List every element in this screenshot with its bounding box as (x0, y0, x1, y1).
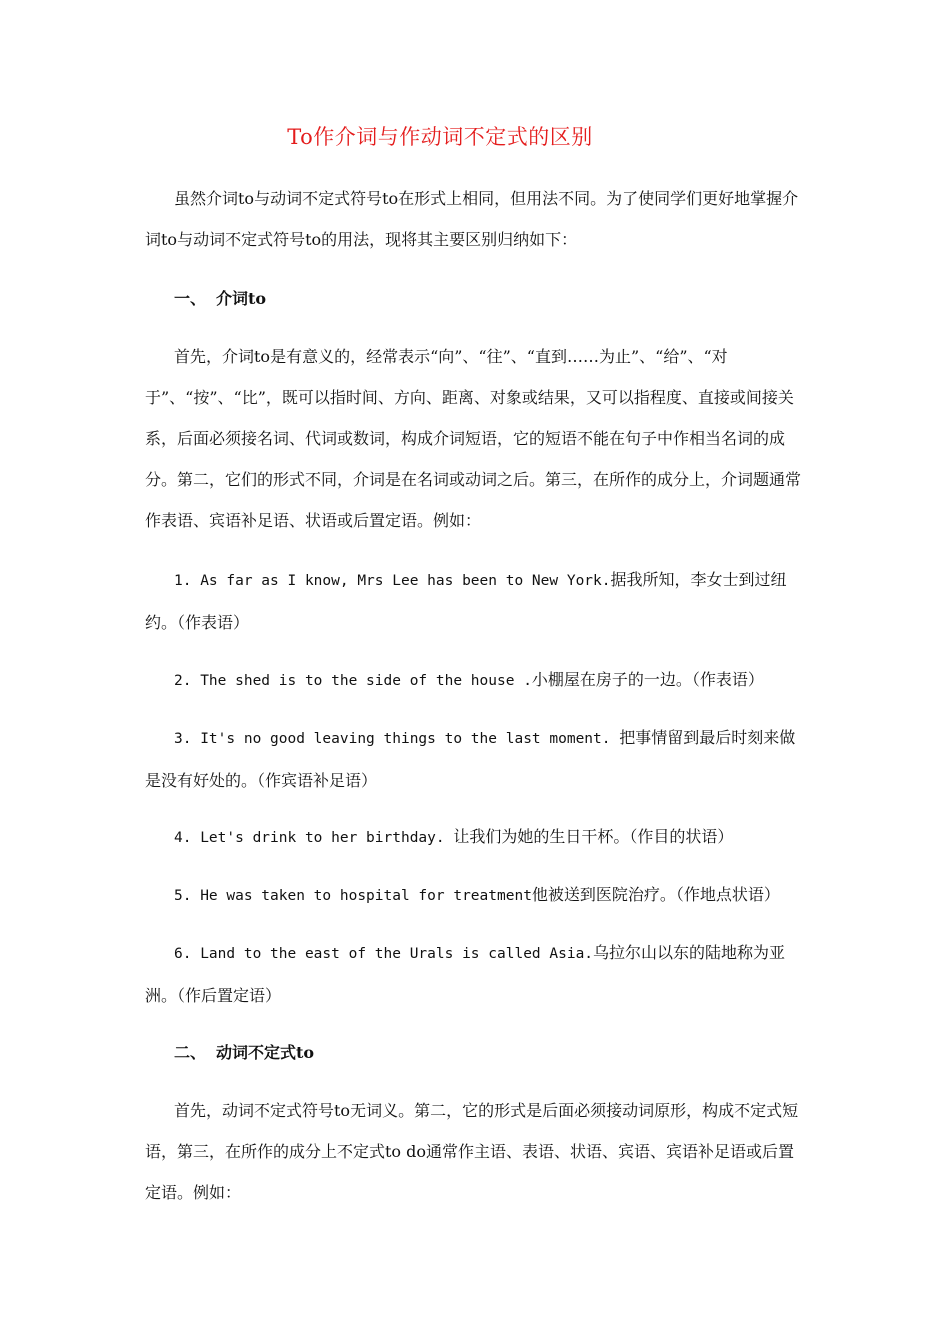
example-english: 1. As far as I know, Mrs Lee has been to New York. (174, 573, 611, 589)
example-item (145, 816, 809, 859)
example-english: 4. Let's drink to her birthday. (174, 830, 454, 846)
example-chinese: 他被送到医院治疗。（作地点状语） (531, 885, 780, 904)
section-number: 一、 (174, 289, 207, 308)
section-body-infinitive: 首先，动词不定式符号to无词义。第二，它的形式是后面必须接动词原形，构成不定式短语，第三，在所作的成分上不定式to do通常作主语、表语、状语、宾语、宾语补足语或后置定语。例如： (145, 1101, 799, 1202)
section-title: 介词to (216, 289, 267, 308)
example-item (145, 659, 809, 702)
example-english: 6. Land to the east of the Urals is called Asia. (174, 946, 594, 962)
example-english: 5. He was taken to hospital for treatment (174, 888, 532, 904)
example-chinese: 小棚屋在房子的一边。（作表语） (531, 670, 764, 689)
section-title: 动词不定式to (216, 1043, 315, 1062)
example-chinese: 乌拉尔山以东的陆地称为亚洲。（作后置定语） (145, 943, 786, 1005)
example-english: 2. The shed is to the side of the house . (174, 673, 532, 689)
section-heading-preposition (174, 287, 266, 311)
example-item (145, 559, 809, 643)
intro-paragraph: 虽然介词to与动词不定式符号to在形式上相同，但用法不同。为了使同学们更好地掌握介词to与动词不定式符号to的用法，现将其主要区别归纳如下： (145, 189, 799, 249)
example-chinese: 让我们为她的生日干杯。（作目的状语） (453, 827, 734, 846)
example-english: 3. It's no good leaving things to the last moment. (174, 731, 620, 747)
example-chinese: 据我所知，李女士到过纽约。（作表语） (145, 570, 787, 632)
example-item (145, 874, 809, 917)
document-title: To作介词与作动词不定式的区别 (287, 125, 593, 149)
example-item (145, 717, 809, 801)
section-number: 二、 (174, 1043, 207, 1062)
section-heading-infinitive (174, 1041, 314, 1065)
example-chinese: 把事情留到最后时刻来做是没有好处的。（作宾语补足语） (145, 728, 796, 790)
section-body-preposition: 首先，介词to是有意义的，经常表示“向”、“往”、“直到……为止”、“给”、“对于”、“按”、“比”，既可以指时间、方向、距离、对象或结果，又可以指程度、直接或间接关系，后面必须接名词、代词或数词，构成介词短语，它的短语不能在句子中作相当名词的成分。第二，它们的形式不同，介词是在名词或动词之后。第三，在所作的成分上，介词题通常作表语、宾语补足语、状语或后置定语。例如： (145, 347, 802, 530)
example-item (145, 932, 809, 1016)
